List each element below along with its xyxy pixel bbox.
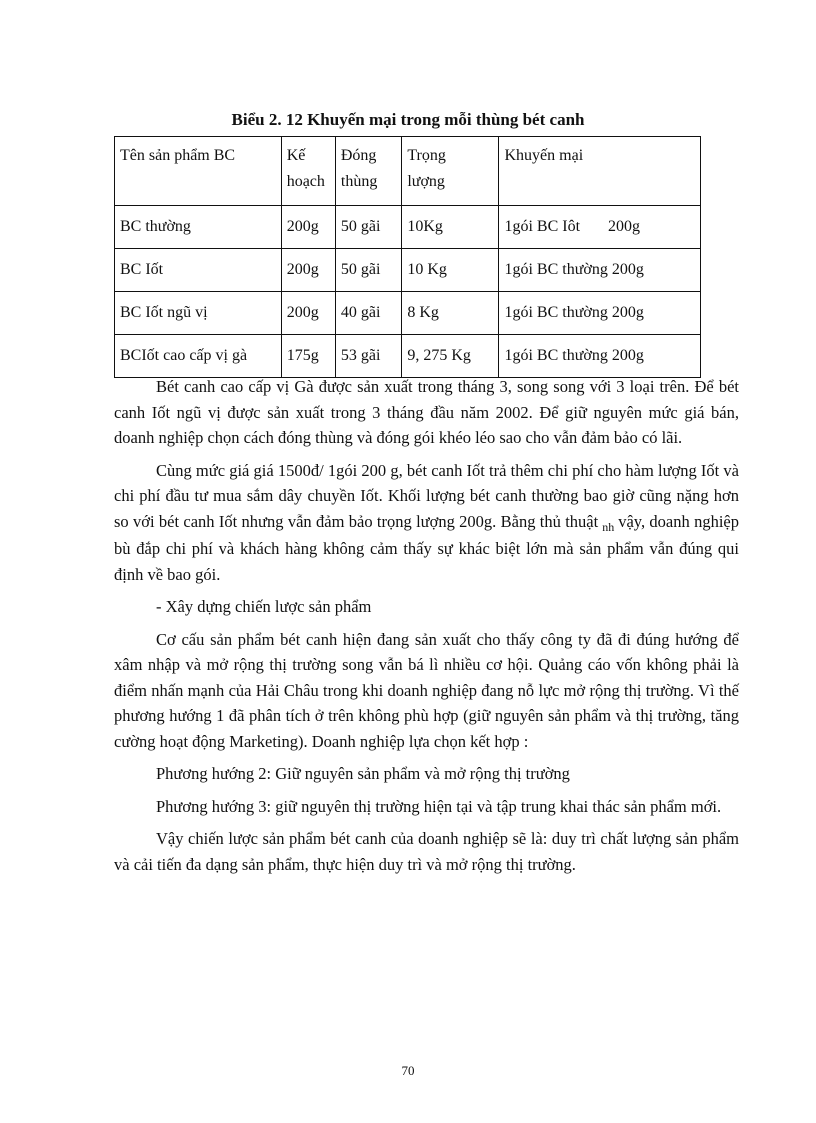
- cell-product: BCIốt cao cấp vị gà: [115, 335, 282, 378]
- promotion-table: [114, 136, 701, 378]
- paragraph: Bét canh cao cấp vị Gà được sản xuất trong tháng 3, song song với 3 loại trên. Để bét canh Iốt ngũ vị được sản xuất trong 3 tháng đầu năm 2002. Để giữ nguyên mức giá bán, doanh nghiệp chọn cách đóng thùng và đóng gói khéo léo sao cho vẫn đảm bảo có lãi.: [114, 377, 739, 447]
- subscript-text: nh: [602, 519, 615, 534]
- table-row: [115, 335, 701, 378]
- header-promo: Khuyến mại: [499, 137, 701, 206]
- cell-product: BC Iốt ngũ vị: [115, 292, 282, 335]
- table-row: [115, 292, 701, 335]
- cell-pack: 53 gãi: [335, 335, 401, 378]
- cell-plan: 200g: [281, 292, 335, 335]
- cell-plan: 200g: [281, 249, 335, 292]
- paragraph-text: Cùng mức giá giá 1500đ/ 1gói 200 g, bét canh Iốt trả thêm chi phí cho hàm lượng Iốt và chi phí đầu tư mua sắm dây chuyền Iốt. Khối lượng bét canh thường bao giờ cũng nặng hơn so với bét canh Iốt nhưng vẫn đảm bảo trọng lượng 200g. Bằng thủ thuật: [114, 460, 739, 531]
- table-row: [115, 206, 701, 249]
- header-pack: Đóng thùng: [335, 137, 401, 206]
- header-plan: Kế hoạch: [281, 137, 335, 206]
- cell-promo: 1gói BC thường 200g: [499, 335, 701, 378]
- paragraph: Phương hướng 2: Giữ nguyên sản phẩm và mở rộng thị trường: [156, 764, 570, 783]
- cell-pack: 40 gãi: [335, 292, 401, 335]
- page-number: 70: [401, 1063, 415, 1078]
- paragraph-text: vậy, doanh nghiệp bù đắp chi phí và khách hàng không cảm thấy sự khác biệt lớn mà sản phẩm vẫn đúng qui định về bao gói.: [114, 511, 740, 584]
- table-title: Biểu 2. 12 Khuyến mại trong mỗi thùng bét canh: [231, 110, 585, 129]
- cell-weight: 8 Kg: [402, 292, 499, 335]
- cell-plan: 200g: [281, 206, 335, 249]
- cell-weight: 10Kg: [402, 206, 499, 249]
- cell-weight: 9, 275 Kg: [402, 335, 499, 378]
- table-row: [115, 249, 701, 292]
- cell-product: BC thường: [115, 206, 282, 249]
- paragraph: [114, 458, 739, 588]
- paragraph: Vậy chiến lược sản phẩm bét canh của doanh nghiệp sẽ là: duy trì chất lượng sản phẩm và cải tiến đa dạng sản phẩm, thực hiện duy trì và mở rộng thị trường.: [114, 829, 739, 874]
- table-header-row: [115, 137, 701, 206]
- cell-promo: 1gói BC thường 200g: [499, 249, 701, 292]
- cell-pack: 50 gãi: [335, 249, 401, 292]
- paragraph: Cơ cấu sản phẩm bét canh hiện đang sản xuất cho thấy công ty đã đi đúng hướng để xâm nhập và mở rộng thị trường song vẫn bá lì nhiều cơ hội. Quảng cáo vốn không phải là điểm nhấn mạnh của Hải Châu trong khi doanh nghiệp đang nỗ lực mở rộng thị trường. Vì thế phương hướng 1 đã phân tích ở trên không phù hợp (giữ nguyên sản phẩm và thị trường, tăng cường hoạt động Marketing). Doanh nghiệp lựa chọn kết hợp :: [114, 629, 739, 751]
- cell-promo: 1gói BC thường 200g: [499, 292, 701, 335]
- section-bullet: - Xây dựng chiến lược sản phẩm: [156, 597, 372, 616]
- header-weight: Trọng lượng: [402, 137, 499, 206]
- paragraph: Phương hướng 3: giữ nguyên thị trường hiện tại và tập trung khai thác sản phẩm mới.: [156, 796, 722, 816]
- cell-weight: 10 Kg: [402, 249, 499, 292]
- cell-pack: 50 gãi: [335, 206, 401, 249]
- cell-plan: 175g: [281, 335, 335, 378]
- body-text: [114, 374, 739, 884]
- cell-promo: 1gói BC Iôt 200g: [499, 206, 701, 249]
- header-product: Tên sản phẩm BC: [115, 137, 282, 206]
- cell-product: BC Iốt: [115, 249, 282, 292]
